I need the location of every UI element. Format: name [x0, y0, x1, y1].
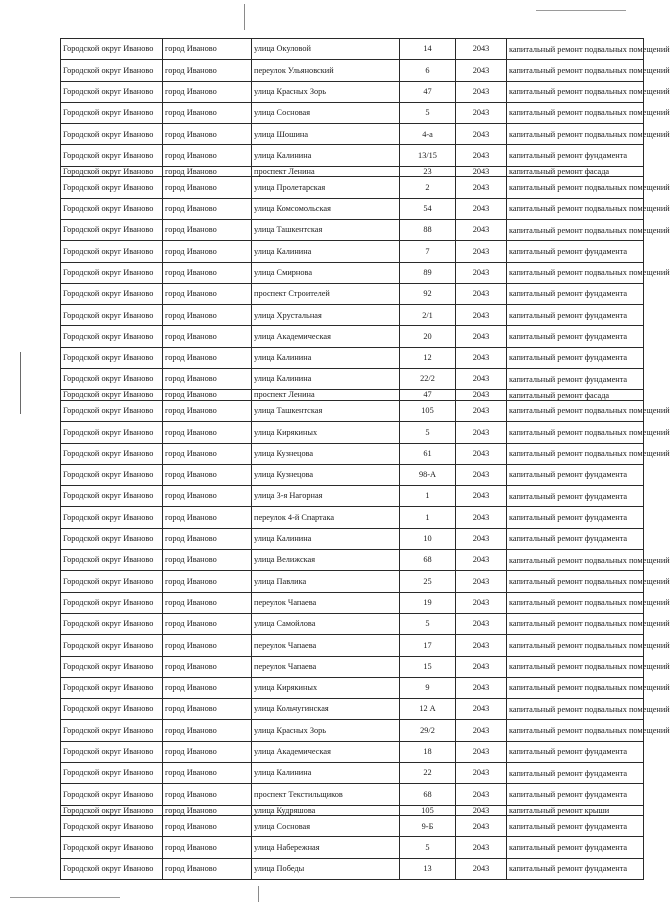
district-cell: Городской округ Иваново	[61, 571, 163, 592]
work-type-cell: капитальный ремонт фундамента	[507, 837, 644, 858]
district-cell: Городской округ Иваново	[61, 550, 163, 571]
city-cell: город Иваново	[163, 39, 252, 60]
table-row	[61, 592, 644, 613]
house-number-cell: 19	[400, 592, 456, 613]
work-type-cell: капитальный ремонт фундамента	[507, 741, 644, 762]
city-cell: город Иваново	[163, 124, 252, 145]
house-number-cell: 89	[400, 262, 456, 283]
work-type-cell: капитальный ремонт фундамента	[507, 507, 644, 528]
street-cell: улица Кузнецова	[252, 443, 400, 464]
house-number-cell: 2/1	[400, 305, 456, 326]
work-type-cell: капитальный ремонт подвальных помещений	[507, 219, 644, 240]
city-cell: город Иваново	[163, 262, 252, 283]
house-number-cell: 10	[400, 528, 456, 549]
scan-mark-left	[20, 352, 21, 414]
street-cell: улица Павлика	[252, 571, 400, 592]
year-cell: 2043	[456, 390, 507, 401]
year-cell: 2043	[456, 124, 507, 145]
district-cell: Городской округ Иваново	[61, 422, 163, 443]
year-cell: 2043	[456, 762, 507, 783]
house-number-cell: 5	[400, 837, 456, 858]
work-type-cell: капитальный ремонт фундамента	[507, 347, 644, 368]
city-cell: город Иваново	[163, 858, 252, 879]
scan-mark-top	[244, 4, 245, 30]
table-row	[61, 837, 644, 858]
year-cell: 2043	[456, 60, 507, 81]
table-row	[61, 326, 644, 347]
table-row	[61, 656, 644, 677]
street-cell: улица Калинина	[252, 347, 400, 368]
work-type-cell: капитальный ремонт подвальных помещений	[507, 720, 644, 741]
street-cell: переулок Ульяновский	[252, 60, 400, 81]
table-row	[61, 305, 644, 326]
district-cell: Городской округ Иваново	[61, 443, 163, 464]
house-number-cell: 9-Б	[400, 816, 456, 837]
table-row	[61, 347, 644, 368]
year-cell: 2043	[456, 400, 507, 421]
district-cell: Городской округ Иваново	[61, 39, 163, 60]
table-row	[61, 145, 644, 166]
house-number-cell: 22	[400, 762, 456, 783]
city-cell: город Иваново	[163, 837, 252, 858]
house-number-cell: 5	[400, 102, 456, 123]
year-cell: 2043	[456, 805, 507, 816]
repair-registry-table	[60, 38, 670, 880]
city-cell: город Иваново	[163, 198, 252, 219]
district-cell: Городской округ Иваново	[61, 677, 163, 698]
table-row	[61, 720, 644, 741]
table-row	[61, 486, 644, 507]
street-cell: улица Набережная	[252, 837, 400, 858]
district-cell: Городской округ Иваново	[61, 124, 163, 145]
house-number-cell: 20	[400, 326, 456, 347]
district-cell: Городской округ Иваново	[61, 805, 163, 816]
city-cell: город Иваново	[163, 741, 252, 762]
table-row	[61, 390, 644, 401]
street-cell: улица Самойлова	[252, 613, 400, 634]
year-cell: 2043	[456, 550, 507, 571]
work-type-cell: капитальный ремонт подвальных помещений	[507, 124, 644, 145]
house-number-cell: 61	[400, 443, 456, 464]
work-type-cell: капитальный ремонт подвальных помещений	[507, 699, 644, 720]
city-cell: город Иваново	[163, 390, 252, 401]
year-cell: 2043	[456, 571, 507, 592]
district-cell: Городской округ Иваново	[61, 390, 163, 401]
district-cell: Городской округ Иваново	[61, 166, 163, 177]
table-row	[61, 805, 644, 816]
district-cell: Городской округ Иваново	[61, 507, 163, 528]
district-cell: Городской округ Иваново	[61, 400, 163, 421]
city-cell: город Иваново	[163, 656, 252, 677]
work-type-cell: капитальный ремонт фундамента	[507, 305, 644, 326]
street-cell: улица Победы	[252, 858, 400, 879]
city-cell: город Иваново	[163, 699, 252, 720]
house-number-cell: 17	[400, 635, 456, 656]
street-cell: проспект Строителей	[252, 283, 400, 304]
year-cell: 2043	[456, 305, 507, 326]
street-cell: улица Академическая	[252, 326, 400, 347]
house-number-cell: 2	[400, 177, 456, 198]
year-cell: 2043	[456, 347, 507, 368]
city-cell: город Иваново	[163, 677, 252, 698]
work-type-cell: капитальный ремонт подвальных помещений	[507, 550, 644, 571]
district-cell: Городской округ Иваново	[61, 177, 163, 198]
table-row	[61, 762, 644, 783]
work-type-cell: капитальный ремонт подвальных помещений	[507, 613, 644, 634]
district-cell: Городской округ Иваново	[61, 198, 163, 219]
district-cell: Городской округ Иваново	[61, 347, 163, 368]
street-cell: улица Шошина	[252, 124, 400, 145]
work-type-cell: капитальный ремонт фундамента	[507, 369, 644, 390]
street-cell: улица Кузнецова	[252, 464, 400, 485]
district-cell: Городской округ Иваново	[61, 613, 163, 634]
work-type-cell: капитальный ремонт подвальных помещений	[507, 400, 644, 421]
city-cell: город Иваново	[163, 507, 252, 528]
house-number-cell: 5	[400, 613, 456, 634]
work-type-cell: капитальный ремонт крыши	[507, 805, 644, 816]
table-row	[61, 81, 644, 102]
house-number-cell: 1	[400, 507, 456, 528]
district-cell: Городской округ Иваново	[61, 720, 163, 741]
table-row	[61, 219, 644, 240]
street-cell: улица Кирякиных	[252, 422, 400, 443]
city-cell: город Иваново	[163, 720, 252, 741]
work-type-cell: капитальный ремонт фундамента	[507, 326, 644, 347]
district-cell: Городской округ Иваново	[61, 486, 163, 507]
table-row	[61, 464, 644, 485]
work-type-cell: капитальный ремонт фасада	[507, 166, 644, 177]
street-cell: улица Сосновая	[252, 102, 400, 123]
house-number-cell: 68	[400, 784, 456, 805]
work-type-cell: капитальный ремонт подвальных помещений	[507, 592, 644, 613]
year-cell: 2043	[456, 102, 507, 123]
table-row	[61, 39, 644, 60]
year-cell: 2043	[456, 177, 507, 198]
year-cell: 2043	[456, 720, 507, 741]
city-cell: город Иваново	[163, 369, 252, 390]
year-cell: 2043	[456, 837, 507, 858]
year-cell: 2043	[456, 699, 507, 720]
district-cell: Городской округ Иваново	[61, 81, 163, 102]
table-row	[61, 422, 644, 443]
street-cell: проспект Ленина	[252, 166, 400, 177]
house-number-cell: 12	[400, 347, 456, 368]
city-cell: город Иваново	[163, 422, 252, 443]
table-row	[61, 571, 644, 592]
work-type-cell: капитальный ремонт фундамента	[507, 784, 644, 805]
street-cell: улица Калинина	[252, 762, 400, 783]
street-cell: улица Ташкентская	[252, 400, 400, 421]
year-cell: 2043	[456, 422, 507, 443]
work-type-cell: капитальный ремонт фундамента	[507, 283, 644, 304]
year-cell: 2043	[456, 326, 507, 347]
district-cell: Городской округ Иваново	[61, 60, 163, 81]
city-cell: город Иваново	[163, 464, 252, 485]
city-cell: город Иваново	[163, 816, 252, 837]
street-cell: улица Кудряшова	[252, 805, 400, 816]
table-row	[61, 528, 644, 549]
year-cell: 2043	[456, 486, 507, 507]
work-type-cell: капитальный ремонт подвальных помещений	[507, 571, 644, 592]
house-number-cell: 18	[400, 741, 456, 762]
house-number-cell: 98-А	[400, 464, 456, 485]
table-row	[61, 177, 644, 198]
year-cell: 2043	[456, 166, 507, 177]
year-cell: 2043	[456, 741, 507, 762]
house-number-cell: 12 А	[400, 699, 456, 720]
year-cell: 2043	[456, 81, 507, 102]
table-row	[61, 507, 644, 528]
street-cell: улица Сосновая	[252, 816, 400, 837]
house-number-cell: 6	[400, 60, 456, 81]
district-cell: Городской округ Иваново	[61, 656, 163, 677]
city-cell: город Иваново	[163, 805, 252, 816]
district-cell: Городской округ Иваново	[61, 283, 163, 304]
city-cell: город Иваново	[163, 219, 252, 240]
house-number-cell: 92	[400, 283, 456, 304]
house-number-cell: 22/2	[400, 369, 456, 390]
house-number-cell: 105	[400, 805, 456, 816]
house-number-cell: 5	[400, 422, 456, 443]
district-cell: Городской округ Иваново	[61, 305, 163, 326]
year-cell: 2043	[456, 816, 507, 837]
district-cell: Городской округ Иваново	[61, 262, 163, 283]
street-cell: улица Смирнова	[252, 262, 400, 283]
street-cell: улица Хрустальная	[252, 305, 400, 326]
year-cell: 2043	[456, 145, 507, 166]
house-number-cell: 4-а	[400, 124, 456, 145]
year-cell: 2043	[456, 677, 507, 698]
year-cell: 2043	[456, 613, 507, 634]
street-cell: улица Окуловой	[252, 39, 400, 60]
district-cell: Городской округ Иваново	[61, 762, 163, 783]
city-cell: город Иваново	[163, 443, 252, 464]
city-cell: город Иваново	[163, 784, 252, 805]
year-cell: 2043	[456, 528, 507, 549]
table-row	[61, 816, 644, 837]
district-cell: Городской округ Иваново	[61, 102, 163, 123]
year-cell: 2043	[456, 283, 507, 304]
city-cell: город Иваново	[163, 241, 252, 262]
street-cell: переулок Чапаева	[252, 592, 400, 613]
work-type-cell: капитальный ремонт подвальных помещений	[507, 39, 644, 60]
table-row	[61, 60, 644, 81]
street-cell: улица Калинина	[252, 145, 400, 166]
street-cell: переулок 4-й Спартака	[252, 507, 400, 528]
district-cell: Городской округ Иваново	[61, 635, 163, 656]
table-row	[61, 283, 644, 304]
street-cell: улица Академическая	[252, 741, 400, 762]
city-cell: город Иваново	[163, 613, 252, 634]
year-cell: 2043	[456, 635, 507, 656]
work-type-cell: капитальный ремонт фундамента	[507, 762, 644, 783]
year-cell: 2043	[456, 507, 507, 528]
city-cell: город Иваново	[163, 592, 252, 613]
table-row	[61, 741, 644, 762]
district-cell: Городской округ Иваново	[61, 241, 163, 262]
city-cell: город Иваново	[163, 81, 252, 102]
district-cell: Городской округ Иваново	[61, 145, 163, 166]
city-cell: город Иваново	[163, 635, 252, 656]
district-cell: Городской округ Иваново	[61, 699, 163, 720]
table-row	[61, 699, 644, 720]
house-number-cell: 7	[400, 241, 456, 262]
district-cell: Городской округ Иваново	[61, 528, 163, 549]
work-type-cell: капитальный ремонт подвальных помещений	[507, 102, 644, 123]
scan-mark-top-right	[536, 10, 626, 11]
table-row	[61, 784, 644, 805]
table-row	[61, 635, 644, 656]
district-cell: Городской округ Иваново	[61, 592, 163, 613]
street-cell: улица Кольчугинская	[252, 699, 400, 720]
house-number-cell: 47	[400, 390, 456, 401]
house-number-cell: 68	[400, 550, 456, 571]
work-type-cell: капитальный ремонт подвальных помещений	[507, 262, 644, 283]
table-row	[61, 443, 644, 464]
year-cell: 2043	[456, 198, 507, 219]
district-cell: Городской округ Иваново	[61, 784, 163, 805]
house-number-cell: 13	[400, 858, 456, 879]
year-cell: 2043	[456, 464, 507, 485]
table-row	[61, 400, 644, 421]
house-number-cell: 25	[400, 571, 456, 592]
house-number-cell: 9	[400, 677, 456, 698]
house-number-cell: 15	[400, 656, 456, 677]
house-number-cell: 29/2	[400, 720, 456, 741]
year-cell: 2043	[456, 858, 507, 879]
district-cell: Городской округ Иваново	[61, 369, 163, 390]
city-cell: город Иваново	[163, 102, 252, 123]
street-cell: улица Пролетарская	[252, 177, 400, 198]
street-cell: улица Красных Зорь	[252, 81, 400, 102]
house-number-cell: 23	[400, 166, 456, 177]
district-cell: Городской округ Иваново	[61, 837, 163, 858]
year-cell: 2043	[456, 262, 507, 283]
city-cell: город Иваново	[163, 571, 252, 592]
work-type-cell: капитальный ремонт фундамента	[507, 464, 644, 485]
year-cell: 2043	[456, 219, 507, 240]
street-cell: улица Комсомольская	[252, 198, 400, 219]
table-row	[61, 369, 644, 390]
work-type-cell: капитальный ремонт подвальных помещений	[507, 677, 644, 698]
street-cell: проспект Текстильщиков	[252, 784, 400, 805]
house-number-cell: 105	[400, 400, 456, 421]
registry-body	[61, 39, 670, 880]
house-number-cell: 14	[400, 39, 456, 60]
work-type-cell: капитальный ремонт подвальных помещений	[507, 443, 644, 464]
table-row	[61, 262, 644, 283]
scan-mark-bottom	[258, 886, 259, 902]
district-cell: Городской округ Иваново	[61, 858, 163, 879]
year-cell: 2043	[456, 784, 507, 805]
work-type-cell: капитальный ремонт подвальных помещений	[507, 177, 644, 198]
work-type-cell: капитальный ремонт фундамента	[507, 528, 644, 549]
street-cell: улица Велижская	[252, 550, 400, 571]
district-cell: Городской округ Иваново	[61, 741, 163, 762]
year-cell: 2043	[456, 369, 507, 390]
house-number-cell: 88	[400, 219, 456, 240]
street-cell: улица Ташкентская	[252, 219, 400, 240]
table-row	[61, 550, 644, 571]
work-type-cell: капитальный ремонт фундамента	[507, 816, 644, 837]
city-cell: город Иваново	[163, 486, 252, 507]
city-cell: город Иваново	[163, 166, 252, 177]
house-number-cell: 13/15	[400, 145, 456, 166]
work-type-cell: капитальный ремонт фундамента	[507, 486, 644, 507]
street-cell: улица Кирякиных	[252, 677, 400, 698]
street-cell: переулок Чапаева	[252, 635, 400, 656]
work-type-cell: капитальный ремонт фасада	[507, 390, 644, 401]
work-type-cell: капитальный ремонт подвальных помещений	[507, 635, 644, 656]
year-cell: 2043	[456, 656, 507, 677]
district-cell: Городской округ Иваново	[61, 219, 163, 240]
city-cell: город Иваново	[163, 145, 252, 166]
work-type-cell: капитальный ремонт подвальных помещений	[507, 60, 644, 81]
house-number-cell: 1	[400, 486, 456, 507]
street-cell: улица 3-я Нагорная	[252, 486, 400, 507]
work-type-cell: капитальный ремонт подвальных помещений	[507, 656, 644, 677]
city-cell: город Иваново	[163, 528, 252, 549]
house-number-cell: 54	[400, 198, 456, 219]
year-cell: 2043	[456, 443, 507, 464]
table-row	[61, 858, 644, 879]
district-cell: Городской округ Иваново	[61, 326, 163, 347]
city-cell: город Иваново	[163, 283, 252, 304]
table-row	[61, 124, 644, 145]
year-cell: 2043	[456, 592, 507, 613]
city-cell: город Иваново	[163, 326, 252, 347]
work-type-cell: капитальный ремонт подвальных помещений	[507, 198, 644, 219]
year-cell: 2043	[456, 241, 507, 262]
city-cell: город Иваново	[163, 762, 252, 783]
table-row	[61, 166, 644, 177]
work-type-cell: капитальный ремонт подвальных помещений	[507, 81, 644, 102]
street-cell: улица Красных Зорь	[252, 720, 400, 741]
work-type-cell: капитальный ремонт фундамента	[507, 858, 644, 879]
street-cell: улица Калинина	[252, 528, 400, 549]
table-row	[61, 198, 644, 219]
street-cell: проспект Ленина	[252, 390, 400, 401]
district-cell: Городской округ Иваново	[61, 464, 163, 485]
city-cell: город Иваново	[163, 305, 252, 326]
work-type-cell: капитальный ремонт подвальных помещений	[507, 422, 644, 443]
city-cell: город Иваново	[163, 177, 252, 198]
street-cell: улица Калинина	[252, 241, 400, 262]
table-row	[61, 241, 644, 262]
work-type-cell: капитальный ремонт фундамента	[507, 145, 644, 166]
year-cell: 2043	[456, 39, 507, 60]
work-type-cell: капитальный ремонт фундамента	[507, 241, 644, 262]
district-cell: Городской округ Иваново	[61, 816, 163, 837]
city-cell: город Иваново	[163, 400, 252, 421]
street-cell: улица Калинина	[252, 369, 400, 390]
table-row	[61, 102, 644, 123]
scan-mark-bottom-left	[10, 897, 120, 898]
table-row	[61, 677, 644, 698]
street-cell: переулок Чапаева	[252, 656, 400, 677]
city-cell: город Иваново	[163, 347, 252, 368]
city-cell: город Иваново	[163, 60, 252, 81]
city-cell: город Иваново	[163, 550, 252, 571]
house-number-cell: 47	[400, 81, 456, 102]
table-row	[61, 613, 644, 634]
